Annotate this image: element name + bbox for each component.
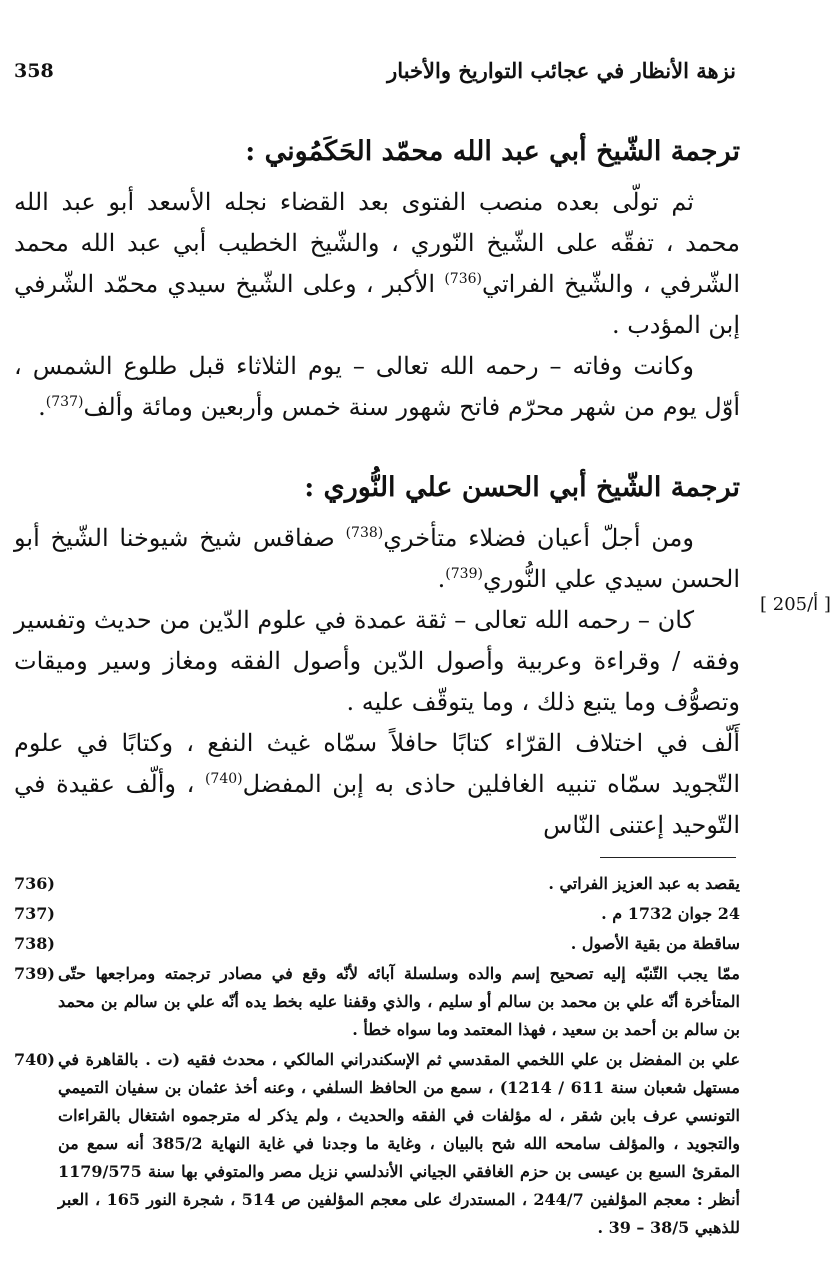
paragraph-text: . — [38, 393, 46, 421]
paragraph-text: صفاقس شيخ شيوخنا الشّيخ أبو الحسن سيدي علي النُّوري — [14, 524, 740, 593]
footnote-divider — [600, 857, 736, 858]
footnote — [14, 900, 740, 928]
footnote-text: 24 جوان 1732 م . — [601, 904, 740, 923]
footnote-ref: (738) — [345, 525, 384, 541]
paragraph — [14, 182, 740, 346]
manuscript-folio-note: [ 205/أ ] — [760, 594, 831, 615]
footnote-number: 736) — [14, 874, 55, 893]
running-title: نزهة الأنظار في عجائب التواريخ والأخبار — [387, 58, 736, 83]
main-text — [14, 130, 740, 846]
paragraph: كان – رحمه الله تعالى – ثقة عمدة في علوم الدّين من حديث وتفسير وفقه / وقراءة وعربية وأصول الدّين وأصول الفقه ومغاز وسير وميقات وتصوُّف وما يتبع ذلك ، وما يتوقّف عليه . — [14, 606, 740, 716]
page-header — [14, 56, 736, 90]
footnote-ref: (737) — [45, 394, 84, 410]
paragraph — [14, 518, 740, 600]
footnote-text: يقصد به عبد العزيز الفراتي . — [548, 874, 740, 893]
footnote-text: ساقطة من بقية الأصول . — [570, 934, 740, 953]
footnote-text: ممّا يجب التّنبّه إليه تصحيح إسم والده وسلسلة آبائه لأنّه وقع في مصادر ترجمته ومراجعها حتّى المتأخرة أنّه علي بن محمد بن سالم أو سليم ، والذي وقفنا عليه بخط يده أنّه علي بن سالم بن محمد بن سالم بن أحمد بن سعيد ، فهذا المعتمد وما سواه خطأ . — [58, 964, 741, 1039]
footnote-ref: (739) — [445, 566, 483, 582]
footnote-ref: (736) — [444, 271, 482, 287]
footnote — [14, 960, 740, 1044]
footnote — [14, 930, 740, 958]
paragraph-text: أَلّف في اختلاف القرّاء كتابًا حافلاً سمّاه غيث النفع ، وكتابًا في علوم التّجويد سمّاه تنبيه الغافلين حاذى به إبن المفضل — [14, 729, 740, 798]
footnote — [14, 870, 740, 898]
paragraph-text: ثم تولّى بعده منصب الفتوى بعد القضاء نجله الأسعد أبو عبد الله محمد ، تفقّه على الشّيخ النّوري ، والشّيخ الخطيب أبي عبد الله محمد الشّرفي ، والشّيخ الفراتي — [14, 188, 740, 298]
paragraph — [14, 723, 740, 846]
page-number: 358 — [14, 60, 54, 82]
paragraph — [14, 346, 740, 428]
paragraph-text: ومن أجلّ أعيان فضلاء متأخري — [383, 524, 694, 552]
footnote-number: 739) — [14, 964, 55, 983]
footnote-number: 740) — [14, 1050, 55, 1069]
paragraph-text: وكانت وفاته – رحمه الله تعالى – يوم الثلاثاء قبل طلوع الشمس ، أوّل يوم من شهر محرّم فاتح شهور سنة خمس وأربعين ومائة وألف — [14, 352, 740, 421]
footnotes — [14, 870, 740, 1244]
paragraph-text: ، وألّف عقيدة في التّوحيد إعتنى النّاس — [14, 770, 740, 839]
footnote-text: علي بن المفضل بن علي اللخمي المقدسي ثم الإسكندراني المالكي ، محدث فقيه (ت . بالقاهرة في مستهل شعبان سنة 611 / 1214) ، سمع من الحافظ السلفي ، وعنه أخذ عثمان بن سفيان التميمي التونسي عرف بابن شقر ، له مؤلفات في الفقه والحديث ، ولم يذكر له مترجموه اشتغال بالقراءات والتجويد ، والمؤلف سامحه الله شح بالبيان ، وغاية ما وجدنا في غاية النهاية 385/2 أنه سمع من المقرئ السبع بن عيسى بن حزم الغافقي الجياني الأندلسي نزيل مصر والمتوفي بها سنة 1179/575 أنظر : معجم المؤلفين 244/7 ، المستدرك على معجم المؤلفين ص 514 ، شجرة النور 165 ، العبر للذهبي 38/5 – 39 . — [58, 1050, 741, 1237]
footnote-ref: (740) — [204, 771, 243, 787]
paragraph-text: . — [437, 565, 446, 593]
section-heading-nouri: ترجمة الشّيخ أبي الحسن علي النُّوري : — [304, 472, 740, 503]
section-heading-hakamouni: ترجمة الشّيخ أبي عبد الله محمّد الحَكَمُوني : — [245, 136, 740, 167]
footnote — [14, 1046, 740, 1242]
paragraph-text: الأكبر ، وعلى الشّيخ سيدي محمّد الشّرفي إبن المؤدب . — [14, 270, 740, 339]
footnote-number: 737) — [14, 904, 55, 923]
footnote-number: 738) — [14, 934, 55, 953]
